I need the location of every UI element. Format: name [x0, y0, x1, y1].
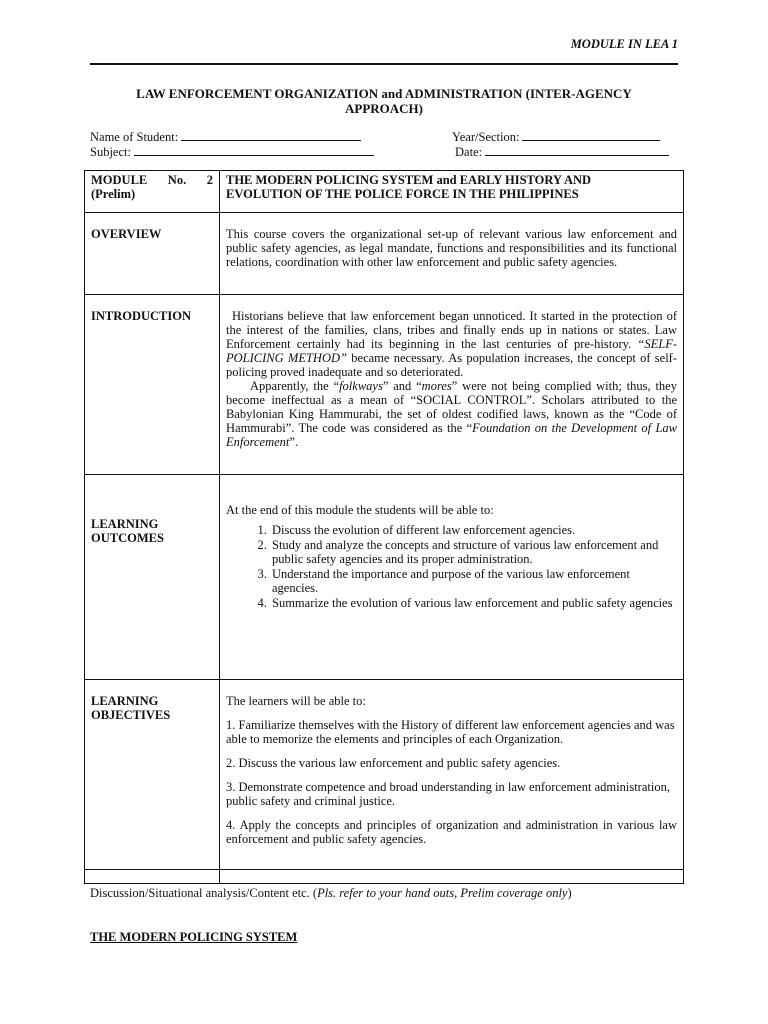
learning-objectives-content	[220, 680, 684, 870]
overview-label: OVERVIEW	[85, 213, 220, 295]
module-title-line-1: THE MODERN POLICING SYSTEM and EARLY HISTORY AND	[226, 173, 592, 187]
discussion-line: Discussion/Situational analysis/Content etc. (Pls. refer to your hand outs, Prelim coverage only)	[90, 886, 572, 900]
introduction-paragraph-1: Historians believe that law enforcement began unnoticed. It started in the protection of the interest of the families, clans, tribes and finally ends up in nations or states. Law Enforcement certainly had its beginning in the last centuries of pre-history. “SELF-POLICING METHOD” became necessary. As population increases, the concept of self-policing proved inadequate and so deteriorated.	[226, 309, 677, 379]
header-rule	[90, 63, 678, 65]
date-blank[interactable]	[485, 144, 669, 156]
module-title-line-2: EVOLUTION OF THE POLICE FORCE IN THE PHILIPPINES	[226, 187, 579, 201]
student-name-field[interactable]	[90, 129, 361, 144]
subject-label: Subject:	[90, 145, 131, 159]
module-term: (Prelim)	[91, 187, 136, 201]
section-heading: THE MODERN POLICING SYSTEM	[90, 930, 298, 944]
outcomes-intro: At the end of this module the students will be able to:	[226, 503, 494, 517]
year-section-label: Year/Section:	[452, 130, 520, 144]
objective-item: 4. Apply the concepts and principles of organization and administration in various law enforcement and public safety agencies.	[226, 818, 677, 846]
overview-row	[85, 213, 684, 295]
year-section-blank[interactable]	[522, 129, 660, 141]
date-field[interactable]	[455, 144, 669, 159]
subject-field[interactable]	[90, 144, 374, 159]
title-line-2: APPROACH)	[345, 101, 423, 116]
introduction-text	[220, 295, 684, 475]
learning-outcomes-row	[85, 475, 684, 680]
introduction-row	[85, 295, 684, 475]
year-section-field[interactable]	[452, 129, 660, 144]
module-table	[84, 170, 684, 884]
objective-item: 2. Discuss the various law enforcement and public safety agencies.	[226, 756, 561, 770]
learning-outcomes-content	[220, 475, 684, 680]
outcome-item: 3. Understand the importance and purpose of the various law enforcement agencies.	[270, 567, 677, 595]
date-label: Date:	[455, 145, 483, 159]
module-header: MODULE IN LEA 1	[570, 37, 678, 51]
objective-item: 1. Familiarize themselves with the History of different law enforcement agencies and was able to memorize the elements and principles of each Organization.	[226, 718, 675, 746]
empty-row	[85, 870, 684, 884]
overview-text: This course covers the organizational set-up of relevant various law enforcement and public safety agencies, as legal mandate, functions and responsibilities and its functional relations, coordination with other law enforcement and public safety agencies.	[220, 213, 684, 295]
introduction-label: INTRODUCTION	[85, 295, 220, 475]
discussion-note: Pls. refer to your hand outs, Prelim coverage only	[317, 886, 568, 900]
module-number-cell: MODULE No. 2 (Prelim)	[85, 171, 220, 213]
student-name-label: Name of Student:	[90, 130, 179, 144]
module-row	[85, 171, 684, 213]
subject-blank[interactable]	[134, 144, 374, 156]
learning-outcomes-label: LEARNING OUTCOMES	[85, 475, 220, 680]
outcome-item: 4. Summarize the evolution of various law enforcement and public safety agencies	[270, 596, 677, 610]
outcome-item: 1. Discuss the evolution of different law enforcement agencies.	[270, 523, 677, 537]
introduction-paragraph-2: Apparently, the “folkways” and “mores” were not being complied with; thus, they become ineffectual as a mean of “SOCIAL CONTROL”. Scholars attributed to the Babylonian King Hammurabi, the set of oldest codified laws, known as the “Code of Hammurabi”. The code was considered as the “Foundation on the Development of Law Enforcement”.	[226, 379, 677, 449]
objectives-intro: The learners will be able to:	[226, 694, 366, 708]
module-title-cell	[220, 171, 684, 213]
learning-objectives-label: LEARNING OBJECTIVES	[85, 680, 220, 870]
outcomes-list	[226, 523, 677, 610]
objective-item: 3. Demonstrate competence and broad understanding in law enforcement administration, public safety and criminal justice.	[226, 780, 670, 808]
title-line-1: LAW ENFORCEMENT ORGANIZATION and ADMINISTRATION (INTER-AGENCY	[136, 86, 632, 101]
outcome-item: 2. Study and analyze the concepts and structure of various law enforcement and public safety agencies and its proper administration.	[270, 538, 677, 566]
student-name-blank[interactable]	[181, 129, 361, 141]
document-title	[90, 86, 678, 116]
learning-objectives-row	[85, 680, 684, 870]
